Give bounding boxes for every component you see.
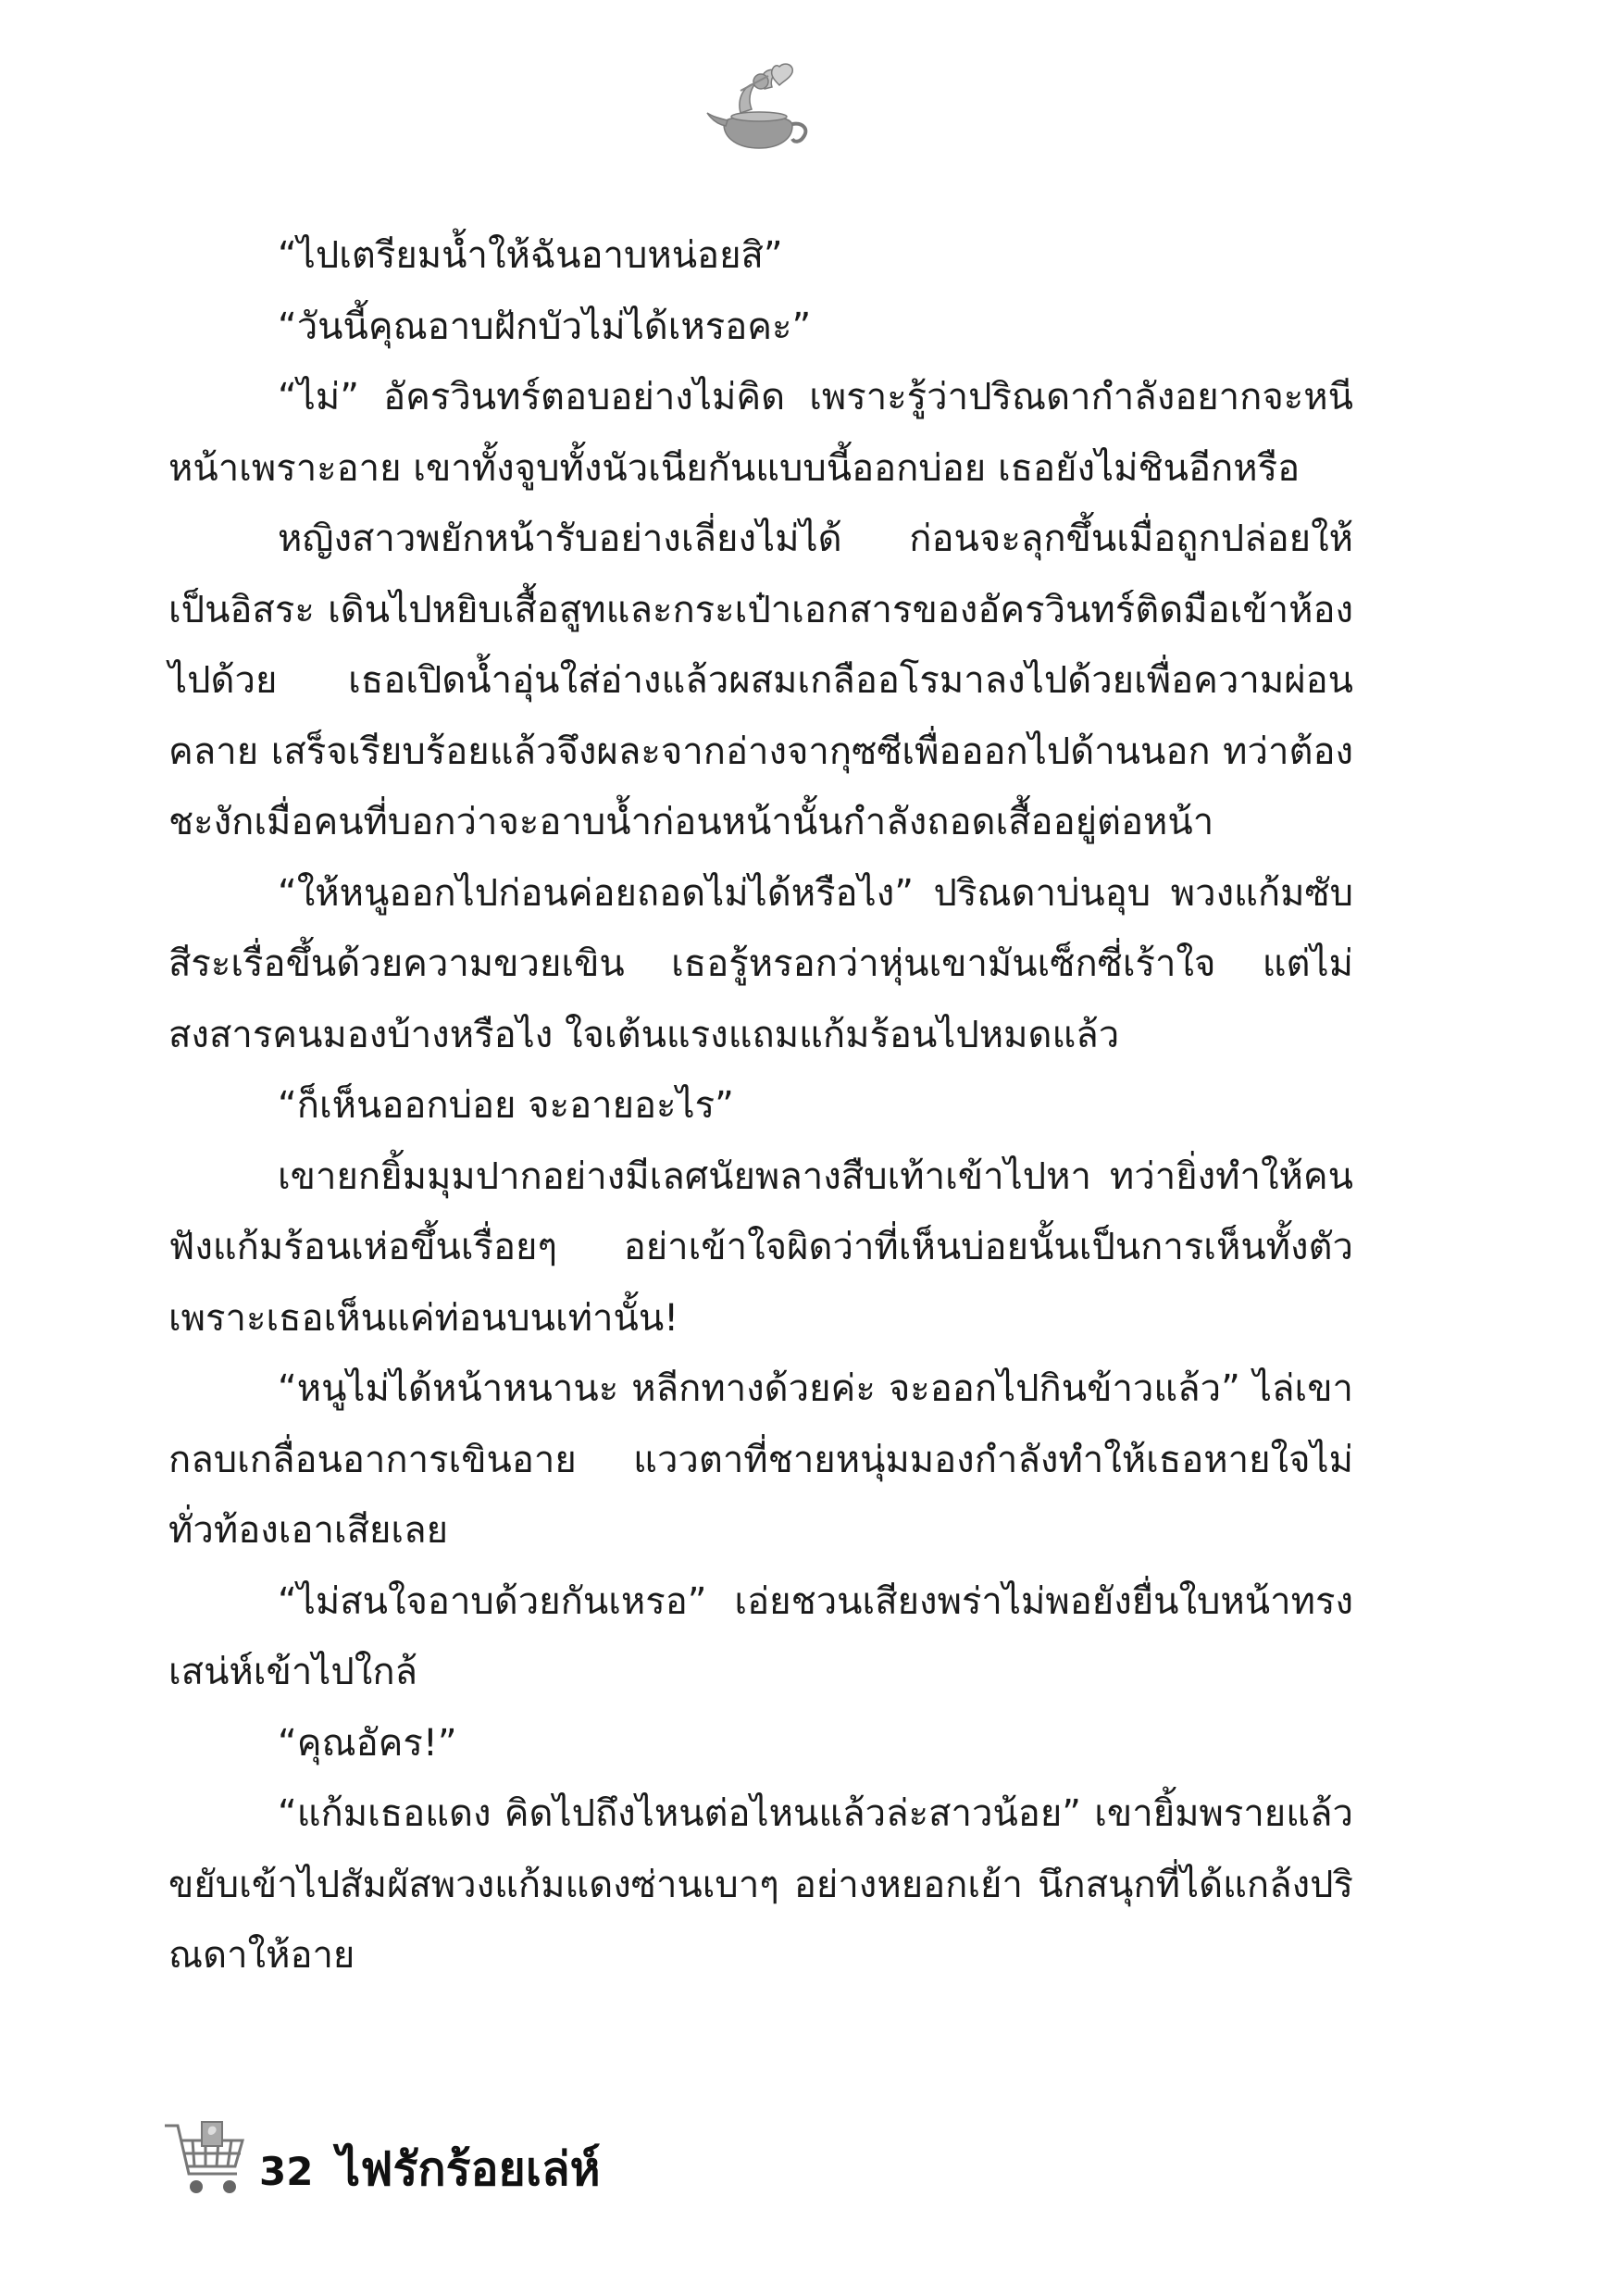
paragraph: “ก็เห็นออกบ่อย จะอายอะไร” — [278, 1084, 734, 1127]
book-title: ไฟรักร้อยเล่ห์ — [337, 2142, 601, 2196]
paragraph: “ให้หนูออกไปก่อนค่อยถอดไม่ได้หรือไง” ปริณดาบ่นอุบ พวงแก้มซับสีระเรื่อขึ้นด้วยความขวยเขิน เธอรู้หรอกว่าหุ่นเขามันเซ็กซี่เร้าใจ แต่ไม่สงสารคนมองบ้างหรือไง ใจเต้นแรงแถมแก้มร้อนไปหมดแล้ว — [168, 871, 1353, 1056]
paragraph: “ไปเตรียมน้ำให้ฉันอาบหน่อยสิ” — [278, 234, 783, 277]
paragraph: “แก้มเธอแดง คิดไปถึงไหนต่อไหนแล้วล่ะสาวน้อย” เขายิ้มพรายแล้วขยับเข้าไปสัมผัสพวงแก้มแดงซ่านเบาๆ อย่างหยอกเย้า นึกสนุกที่ได้แกล้งปริณดาให้อาย — [168, 1792, 1353, 1977]
paragraph: “ไม่” อัครวินทร์ตอบอย่างไม่คิด เพราะรู้ว่าปริณดากำลังอยากจะหนีหน้าเพราะอาย เขาทั้งจูบทั้งนัวเนียกันแบบนี้ออกบ่อย เธอยังไม่ชินอีกหรือ — [168, 376, 1353, 490]
paragraph: หญิงสาวพยักหน้ารับอย่างเลี่ยงไม่ได้ ก่อนจะลุกขึ้นเมื่อถูกปล่อยให้เป็นอิสระ เดินไปหยิบเสื้อสูทและกระเป๋าเอกสารของอัครวินทร์ติดมือเข้าห้องไปด้วย เธอเปิดน้ำอุ่นใส่อ่างแล้วผสมเกลืออโรมาลงไปด้วยเพื่อความผ่อนคลาย เสร็จเรียบร้อยแล้วจึงผละจากอ่างจากุซซีเพื่อออกไปด้านนอก ทว่าต้องชะงักเมื่อคนที่บอกว่าจะอาบน้ำก่อนหน้านั้นกำลังถอดเสื้ออยู่ต่อหน้า — [168, 518, 1353, 843]
page-number: 32 — [259, 2149, 314, 2194]
paragraph: “ไม่สนใจอาบด้วยกันเหรอ” เอ่ยชวนเสียงพร่าไม่พอยังยื่นใบหน้าทรงเสน่ห์เข้าไปใกล้ — [168, 1579, 1353, 1693]
paragraph: “คุณอัคร!” — [278, 1721, 457, 1765]
teapot-cupid-ornament-icon — [703, 57, 815, 159]
paragraph: “วันนี้คุณอาบฝักบัวไม่ได้เหรอคะ” — [278, 305, 812, 348]
page-footer — [159, 2109, 992, 2211]
paragraph: เขายกยิ้มมุมปากอย่างมีเลศนัยพลางสืบเท้าเข้าไปหา ทว่ายิ่งทำให้คนฟังแก้มร้อนเห่อขึ้นเรื่อยๆ อย่าเข้าใจผิดว่าที่เห็นบ่อยนั้นเป็นการเห็นทั้งตัว เพราะเธอเห็นแค่ท่อนบนเท่านั้น! — [168, 1154, 1353, 1340]
body-text — [168, 220, 1353, 1991]
shopping-cart-icon — [159, 2113, 252, 2205]
paragraph: “หนูไม่ได้หน้าหนานะ หลีกทางด้วยค่ะ จะออกไปกินข้าวแล้ว” ไล่เขากลบเกลื่อนอาการเขินอาย แววตาที่ชายหนุ่มมองกำลังทำให้เธอหายใจไม่ทั่วท้องเอาเสียเลย — [168, 1367, 1353, 1552]
